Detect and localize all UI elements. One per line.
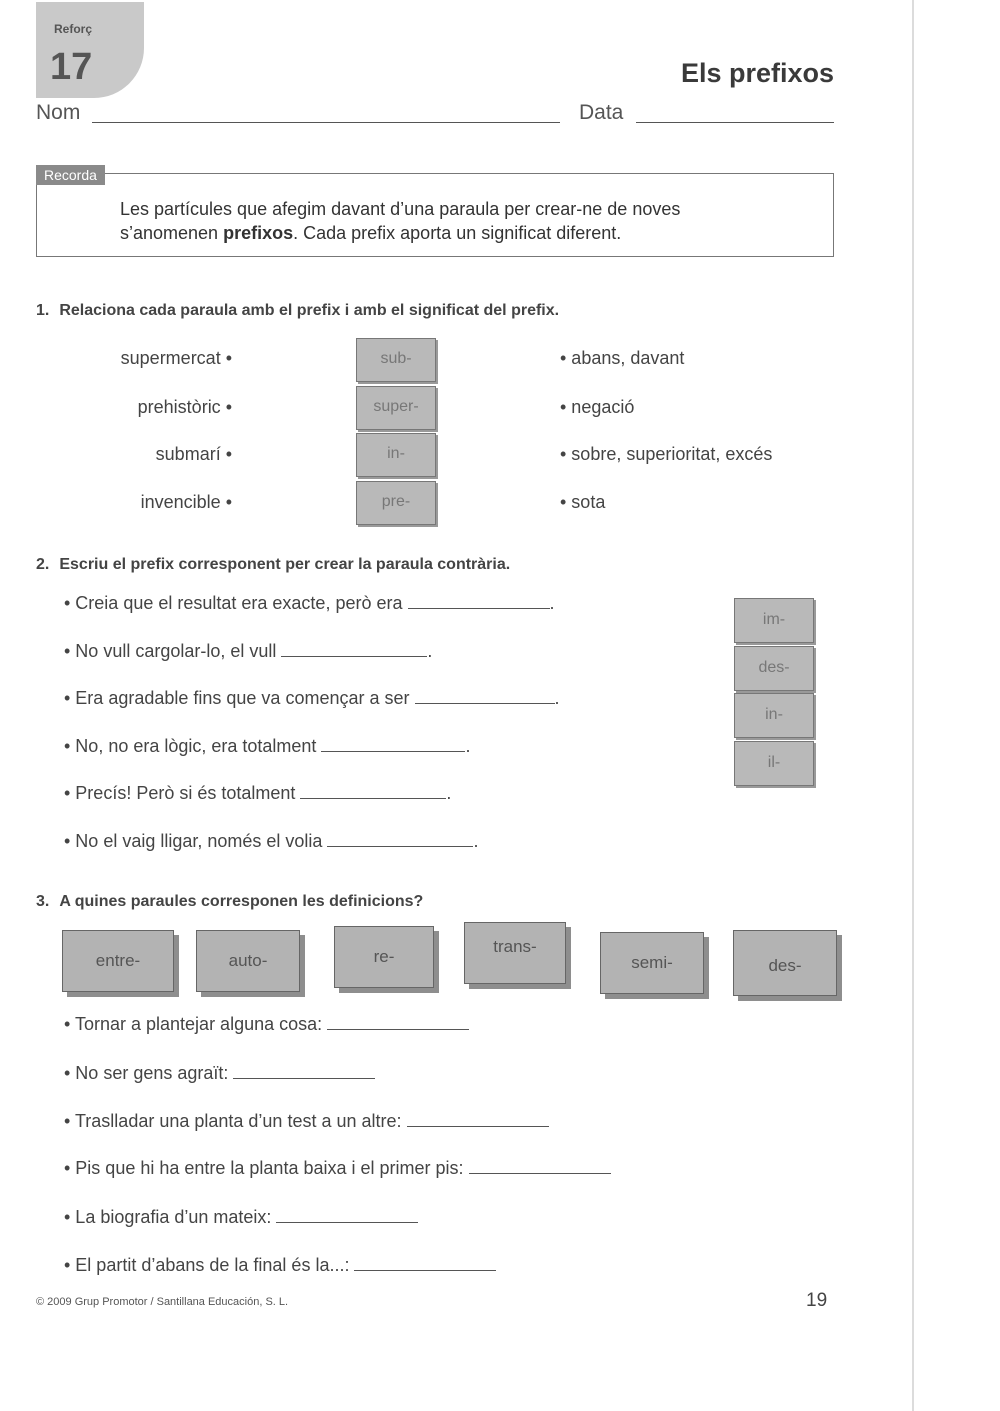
exercise-1-instruction: Relaciona cada paraula amb el prefix i amb el significat del prefix. bbox=[59, 302, 560, 319]
ex2-sentence-2: • No vull cargolar-lo, el vull . bbox=[64, 641, 433, 661]
ex3-answer-blank-6[interactable] bbox=[354, 1256, 496, 1271]
ex3-definition-4-text: • Pis que hi ha entre la planta baixa i el primer pis: bbox=[64, 1158, 464, 1178]
exercise-3-heading bbox=[36, 893, 423, 911]
ex2-prefix-card-3[interactable]: in- bbox=[734, 693, 814, 738]
ex3-tile-2[interactable]: auto- bbox=[196, 930, 300, 992]
name-field[interactable] bbox=[92, 122, 560, 123]
ex2-sentence-3-text: • Era agradable fins que va començar a ser bbox=[64, 688, 410, 708]
exercise-2-instruction: Escriu el prefix corresponent per crear la paraula contrària. bbox=[59, 556, 511, 573]
ex3-definition-5 bbox=[64, 1207, 418, 1228]
page-edge-rule bbox=[912, 0, 914, 1411]
ex3-tile-6[interactable]: des- bbox=[733, 930, 837, 996]
ex3-definition-2-text: • No ser gens agraït: bbox=[64, 1063, 229, 1083]
ex3-tile-1[interactable]: entre- bbox=[62, 930, 174, 992]
ex2-sentence-5-text: • Precís! Però si és totalment bbox=[64, 783, 296, 803]
ex1-meaning-4[interactable]: • sota bbox=[560, 492, 606, 512]
page-number: 19 bbox=[806, 1290, 828, 1311]
ex3-tile-5[interactable]: semi- bbox=[600, 932, 704, 994]
recorda-line-2-start: s’anomenen bbox=[120, 223, 224, 243]
recorda-label: Recorda bbox=[36, 165, 105, 185]
exercise-3-instruction: A quines paraules corresponen les definicions? bbox=[59, 893, 424, 910]
ex3-answer-blank-5[interactable] bbox=[276, 1208, 418, 1223]
ex2-sentence-6: • No el vaig lligar, només el volia . bbox=[64, 831, 479, 851]
ex2-answer-blank-3[interactable] bbox=[415, 689, 555, 704]
recorda-line-2 bbox=[120, 221, 810, 245]
ex2-sentence-4-text: • No, no era lògic, era totalment bbox=[64, 736, 317, 756]
ex3-answer-blank-1[interactable] bbox=[327, 1015, 469, 1030]
ex1-prefix-card-2[interactable]: super- bbox=[356, 386, 436, 430]
recorda-keyword: prefixos bbox=[223, 223, 294, 243]
exercise-2-number: 2. bbox=[36, 556, 50, 573]
ex3-tile-3[interactable]: re- bbox=[334, 926, 434, 988]
ex2-sentence-1-text: • Creia que el resultat era exacte, però era bbox=[64, 593, 403, 613]
ex1-meaning-2[interactable]: • negació bbox=[560, 397, 635, 417]
recorda-text bbox=[120, 197, 810, 245]
ex2-answer-blank-6[interactable] bbox=[327, 832, 473, 847]
ex2-prefix-card-2[interactable]: des- bbox=[734, 646, 814, 691]
ex1-word-2[interactable]: prehistòric • bbox=[137, 397, 232, 417]
ex3-definition-1 bbox=[64, 1014, 469, 1035]
exercise-1-heading bbox=[36, 302, 559, 320]
ex2-answer-blank-5[interactable] bbox=[300, 784, 446, 799]
ex2-answer-blank-1[interactable] bbox=[408, 594, 550, 609]
ex3-definition-2 bbox=[64, 1063, 375, 1084]
ex2-answer-blank-4[interactable] bbox=[321, 737, 465, 752]
ex3-answer-blank-3[interactable] bbox=[407, 1112, 549, 1127]
exercise-1-number: 1. bbox=[36, 302, 50, 319]
ex3-tile-4[interactable]: trans- bbox=[464, 922, 566, 984]
copyright-notice: © 2009 Grup Promotor / Santillana Educación, S. L. bbox=[36, 1296, 289, 1308]
ex3-definition-1-text: • Tornar a plantejar alguna cosa: bbox=[64, 1014, 323, 1034]
ex3-definition-3-text: • Traslladar una planta d’un test a un altre: bbox=[64, 1111, 402, 1131]
ex2-sentence-4: • No, no era lògic, era totalment . bbox=[64, 736, 471, 756]
unit-tab bbox=[36, 2, 144, 98]
date-label: Data bbox=[579, 101, 624, 124]
ex1-prefix-card-3[interactable]: in- bbox=[356, 433, 436, 477]
ex2-prefix-card-4[interactable]: il- bbox=[734, 741, 814, 786]
ex3-definition-3 bbox=[64, 1111, 549, 1132]
ex1-word-4[interactable]: invencible • bbox=[140, 492, 232, 512]
ex2-sentence-3: • Era agradable fins que va començar a ser . bbox=[64, 688, 560, 708]
ex2-answer-blank-2[interactable] bbox=[281, 642, 427, 657]
exercise-3-number: 3. bbox=[36, 893, 50, 910]
ex3-definition-6 bbox=[64, 1255, 496, 1276]
ex3-definition-5-text: • La biografia d’un mateix: bbox=[64, 1207, 272, 1227]
ex2-prefix-card-1[interactable]: im- bbox=[734, 598, 814, 643]
ex2-sentence-6-text: • No el vaig lligar, només el volia bbox=[64, 831, 323, 851]
recorda-line-1: Les partícules que afegim davant d’una paraula per crear-ne de noves bbox=[120, 199, 681, 219]
ex1-word-1[interactable]: supermercat • bbox=[120, 348, 232, 368]
ex3-definition-4 bbox=[64, 1158, 611, 1179]
tab-label: Reforç bbox=[54, 22, 93, 36]
recorda-line-2-end: . Cada prefix aporta un significat diferent. bbox=[293, 223, 622, 243]
ex3-answer-blank-4[interactable] bbox=[469, 1159, 611, 1174]
unit-number: 17 bbox=[50, 46, 93, 88]
ex1-word-3[interactable]: submarí • bbox=[155, 444, 232, 464]
ex3-answer-blank-2[interactable] bbox=[233, 1064, 375, 1079]
ex1-prefix-card-1[interactable]: sub- bbox=[356, 338, 436, 382]
ex1-prefix-card-4[interactable]: pre- bbox=[356, 481, 436, 525]
ex2-sentence-2-text: • No vull cargolar-lo, el vull bbox=[64, 641, 277, 661]
exercise-2-heading bbox=[36, 556, 510, 574]
date-field[interactable] bbox=[636, 122, 834, 123]
ex1-meaning-3[interactable]: • sobre, superioritat, excés bbox=[560, 444, 773, 464]
ex1-meaning-1[interactable]: • abans, davant bbox=[560, 348, 685, 368]
name-label: Nom bbox=[36, 101, 81, 124]
ex2-sentence-5: • Precís! Però si és totalment . bbox=[64, 783, 452, 803]
ex2-sentence-1: • Creia que el resultat era exacte, però era . bbox=[64, 593, 555, 613]
page-title: Els prefixos bbox=[680, 58, 834, 88]
ex3-definition-6-text: • El partit d’abans de la final és la...: bbox=[64, 1255, 350, 1275]
